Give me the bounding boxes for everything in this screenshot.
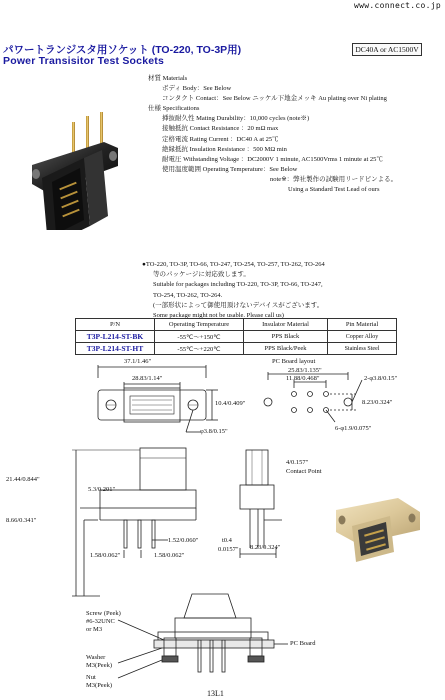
pc-board-label: PC Board [290,640,316,647]
dim-top-inner-width: 28.83/1.14" [132,375,163,382]
table-row [76,331,397,343]
spec-note: Using a Standard Test Lead of ours [288,186,380,194]
dim-side-pin-width: 1.52/0.060" [168,537,199,544]
dim-thickness: t0.4 [222,537,232,544]
spec-line: 定格電流 Rating Current ：DC40 A at 25℃ [162,135,279,143]
compat-line: Some package might not be usable. Please call us) [153,312,284,320]
column-header: Pin Material [328,319,397,331]
table-cell: -55℃～+220℃ [155,343,244,355]
spec-note: note※：弊社製作の試験用リードピンよる。 [270,175,398,183]
table-cell: PPS Black [244,331,328,343]
side-view-drawing [72,448,199,596]
table-cell: Copper Alloy [328,331,397,343]
dim-end-width: 8.23/0.324" [250,544,281,551]
dim-top-hole: φ3.8/0.15" [200,428,228,435]
washer-label: Washer [86,654,106,661]
product-photo-beige [328,498,428,564]
column-header: Insulator Material [244,319,328,331]
compat-line: ●TO-220, TO-3P, TO-66, TO-247, TO-254, TO-257, TO-262, TO-264 [142,261,325,268]
pcb-layout-title: PC Board layout [272,358,316,365]
nut-spec: M3(Peek) [86,682,112,689]
dim-pcb-pins: 6-φ1.9/0.075" [335,425,372,432]
spec-line: 使用温度範囲 Operating Temperature：See Below [162,165,298,173]
title-english: Power Transisitor Test Sockets [3,55,165,67]
rating-box: DC40A or AC1500V [352,43,422,56]
table-cell: Stainless Steel [328,343,397,355]
part-number-cell: T3P-L214-ST-HT [76,343,155,355]
spec-line: 仕様 Specifications [148,105,200,113]
compat-line: TO-254, TO-262, TO-264. [153,291,223,299]
specifications [148,74,438,195]
screw-spec-alt: or M3 [86,626,103,633]
mounting-drawing [118,594,288,678]
table-cell: PPS Black/Peek [244,343,328,355]
table-cell: -55℃～+150℃ [155,331,244,343]
dim-thickness-inch: 0.0157" [218,546,239,553]
dim-top-height: 10.4/0.409" [215,400,246,407]
dim-pcb-height: 8.23/0.324" [362,399,393,406]
dim-pcb-holes: 2-φ3.8/0.15" [364,375,398,382]
dim-pcb-width: 25.83/1.135" [288,367,322,374]
compatibility [142,260,325,321]
dim-side-base: 8.66/0.341" [6,517,37,524]
table-header-row [76,319,397,331]
end-view-drawing [240,450,282,558]
screw-label: Screw (Peek) [86,610,121,617]
column-header: P/N [76,319,155,331]
dim-pcb-inner-width: 11.88/0.468" [286,375,320,382]
compat-line: Suitable for packages including TO-220, TO-3P, TO-66, TO-247, [153,281,323,289]
spec-line: 絶縁抵抗 Insulation Resistance ：500 MΩ min [162,145,287,153]
dim-side-pitch: 1.58/0.062" [90,552,121,559]
column-header: Operating Temperature [155,319,244,331]
dim-side-pin: 5.3/0.201" [88,486,116,493]
spec-line: 材質 Materials [148,75,188,82]
compat-line: (一部形状によって御使用頂けないデバイスがございます。 [153,301,324,309]
site-url: www.connect.co.jp [354,1,441,10]
page-number: 13L1 [207,689,224,698]
washer-spec: M3(Peek) [86,662,112,669]
spec-line: 接触抵抗 Contact Resistance ：20 mΩ max [162,125,279,133]
product-photo-black [14,70,124,230]
dim-side-height: 21.44/0.844" [6,476,40,483]
dim-contact-height: 4/0.157" [286,459,309,466]
nut-label: Nut [86,674,96,681]
compat-line: 等のパッケージに対応致します。 [153,271,250,279]
screw-spec: #6-32UNC [86,618,115,625]
dim-side-pitch-2: 1.58/0.062" [154,552,185,559]
dim-top-width: 37.1/1.46" [124,358,152,365]
title-japanese: パワートランジスタ用ソケット (TO-220, TO-3P用) [3,44,242,56]
spec-line: ボディ Body：See Below [162,85,232,93]
spec-line: 挿抜耐久性 Mating Durability：10,000 cycles (note※) [162,115,310,123]
contact-point-label: Contact Point [286,468,322,475]
spec-line: 耐電圧 Withstanding Voltage ：DC2000V 1 minute, AC1500Vrms 1 minute at 25℃ [162,155,383,163]
part-number-cell: T3P-L214-ST-BK [76,331,155,343]
spec-line: コンタクト Contact：See Below ニッケル下地金メッキ Au plating over Ni plating [162,95,387,103]
